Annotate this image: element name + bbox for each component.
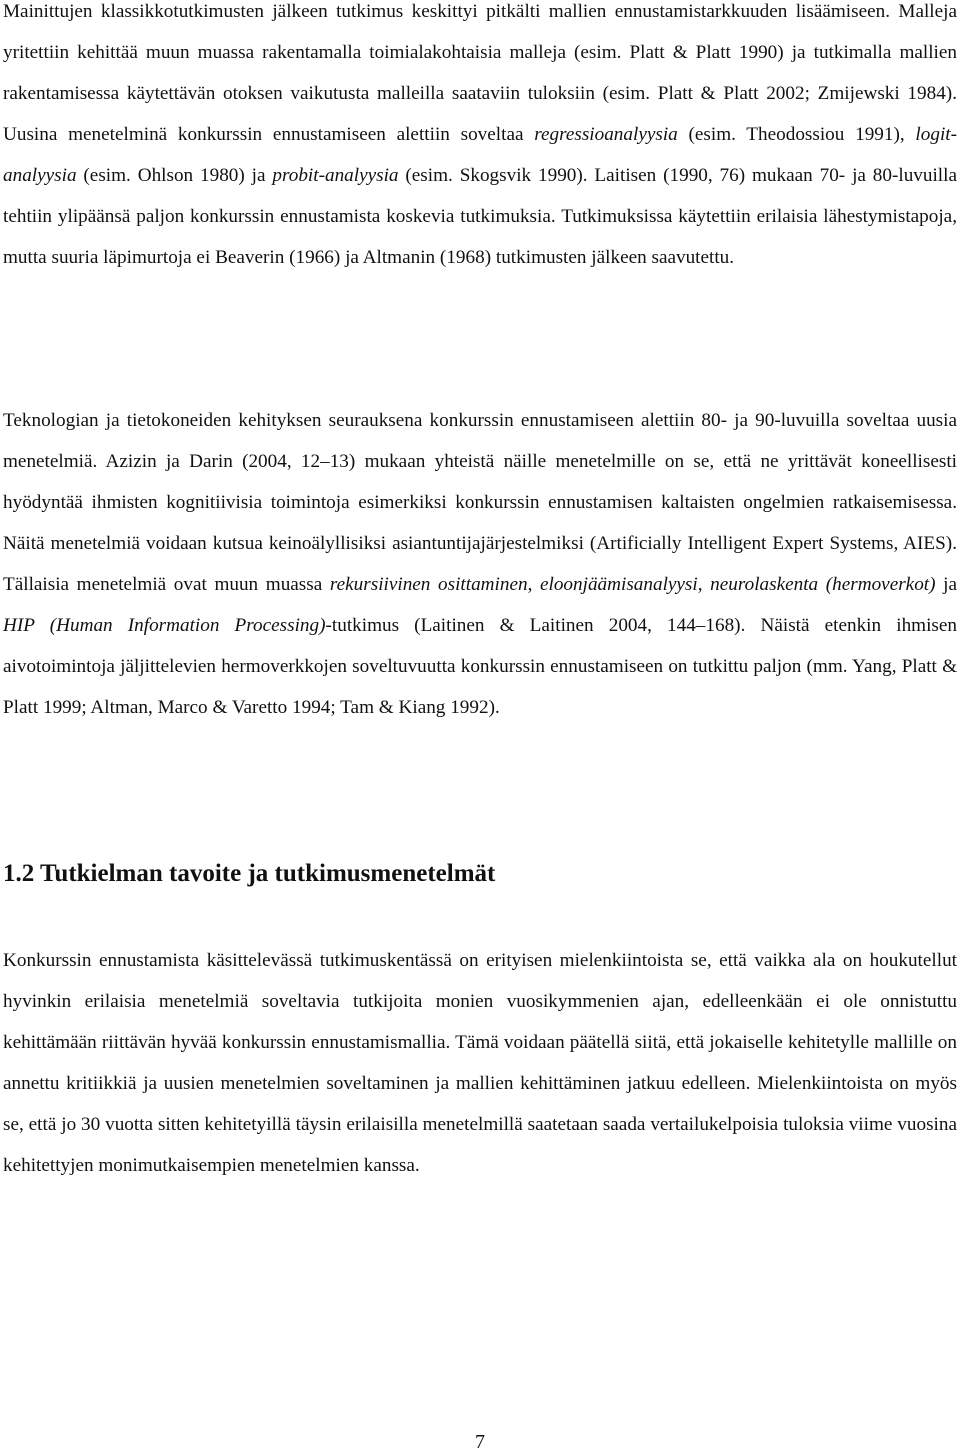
term-neurolaskenta: neurolaskenta (hermoverkot)	[710, 574, 936, 595]
body-paragraph-1	[3, 0, 957, 278]
paragraph-1-text: (esim. Ohlson 1980) ja	[76, 165, 273, 186]
term-regressioanalyysia: regressioanalyysia	[534, 124, 678, 145]
term-logit-analyysia: logit-analyysia	[3, 124, 957, 186]
paragraph-3-text: Konkurssin ennustamista käsittelevässä tutkimuskentässä on erityisen mielenkiintoista se, että vaikka ala on houkutellut hyvinkin erilaisia menetelmiä soveltavia tutkijoita monien vuosikymmenien ajan, edelleenkään ei ole onnistuttu kehittämään riittävän hyvää konkurssin ennustamismallia. Tämä voidaan päätellä siitä, että jokaiselle kehitetylle mallille on annettu kritiikkiä ja uusien menetelmien soveltaminen ja mallien kehittäminen jatkuu edelleen. Mielenkiintoista on myös se, että jo 30 vuotta sitten kehitetyillä täysin erilaisilla menetelmillä saatetaan saada vertailukelpoisia tuloksia viime vuosina kehitettyjen monimutkaisempien menetelmien kanssa.	[3, 950, 957, 1176]
paragraph-2-text: -tutkimus (Laitinen & Laitinen 2004, 144–168). Näistä etenkin ihmisen aivotoimintoja jäljittelevien hermoverkkojen soveltuvuutta konkurssin ennustamiseen on tutkittu paljon (mm. Yang, Platt & Platt 1999; Altman, Marco & Varetto 1994; Tam & Kiang 1992).	[3, 615, 957, 718]
paragraph-2-text: ,	[697, 574, 711, 595]
paragraph-2-text: ja	[935, 574, 957, 595]
term-rekursiivinen-osittaminen: rekursiivinen osittaminen	[329, 574, 528, 595]
term-hip: HIP (Human Information Processing)	[3, 615, 326, 636]
paragraph-1-text: (esim. Skogsvik 1990). Laitisen (1990, 76) mukaan 70- ja 80-luvuilla tehtiin ylipäänsä paljon konkurssin ennustamista koskevia tutkimuksia. Tutkimuksissa käytettiin erilaisia lähestymistapoja, mutta suuria läpimurtoja ei Beaverin (1966) ja Altmanin (1968) tutkimusten jälkeen saavutettu.	[3, 165, 957, 268]
paragraph-2-text: Teknologian ja tietokoneiden kehityksen seurauksena konkurssin ennustamiseen alettiin 80- ja 90-luvuilla soveltaa uusia menetelmiä. Azizin ja Darin (2004, 12–13) mukaan yhteistä näille menetelmille on se, että ne yrittävät koneellisesti hyödyntää ihmisten kognitiivisia toimintoja esimerkiksi konkurssin ennustamisen kaltaisten ongelmien ratkaisemisessa. Näitä menetelmiä voidaan kutsua keinoälyllisiksi asiantuntijajärjestelmiksi (Artificially Intelligent Expert Systems, AIES). Tällaisia menetelmiä ovat muun muassa	[3, 410, 957, 595]
body-paragraph-3	[3, 940, 957, 1186]
term-eloonjaamisanalyysi: eloonjäämisanalyysi	[539, 574, 698, 595]
paragraph-1-text: Mainittujen klassikkotutkimusten jälkeen tutkimus keskittyi pitkälti mallien ennustamistarkkuuden lisäämiseen. Malleja yritettiin kehittää muun muassa rakentamalla toimialakohtaisia malleja (esim. Platt & Platt 1990) ja tutkimalla mallien rakentamisessa käytettävän otoksen vaikutusta malleilla saataviin tuloksiin (esim. Platt & Platt 2002; Zmijewski 1984). Uusina menetelminä konkurssin ennustamiseen alettiin soveltaa	[3, 1, 957, 145]
paragraph-1-text: (esim. Theodossiou 1991),	[677, 124, 916, 145]
body-paragraph-2	[3, 400, 957, 728]
term-probit-analyysia: probit-analyysia	[272, 165, 399, 186]
section-heading: 1.2 Tutkielman tavoite ja tutkimusmenetelmät	[3, 860, 496, 887]
page-number: 7	[475, 1431, 485, 1453]
paragraph-2-text: ,	[527, 574, 540, 595]
